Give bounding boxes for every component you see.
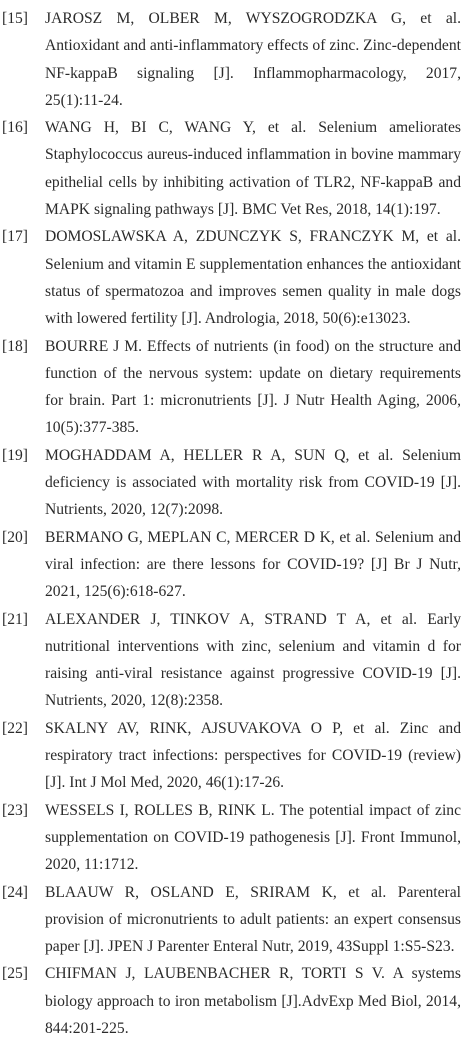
reference-entry-20 [2, 524, 461, 606]
reference-text: SKALNY AV, RINK, AJSUVAKOVA O P, et al. Zinc and respiratory tract infections: perspectives for COVID-19 (review) [J]. Int J Mol Med, 2020, 46(1):17-26. [45, 719, 461, 792]
reference-number: [18] [2, 337, 28, 355]
reference-number: [20] [2, 528, 28, 546]
reference-number: [24] [2, 883, 28, 901]
reference-entry-21 [2, 606, 461, 715]
reference-text: DOMOSLAWSKA A, ZDUNCZYK S, FRANCZYK M, et al. Selenium and vitamin E supplementation enhances the antioxidant status of spermatozoa and improves semen quality in male dogs with lowered fertility [J]. Andrologia, 2018, 50(6):e13023. [45, 228, 461, 328]
reference-entry-19 [2, 442, 461, 524]
reference-text: BERMANO G, MEPLAN C, MERCER D K, et al. Selenium and viral infection: are there lessons for COVID-19? [J] Br J Nutr, 2021, 125(6):618-627. [45, 528, 461, 601]
reference-number: [23] [2, 801, 28, 819]
reference-number: [25] [2, 965, 28, 983]
reference-number: [17] [2, 228, 28, 246]
reference-entry-16 [2, 114, 461, 223]
reference-entry-18 [2, 333, 461, 442]
reference-entry-23 [2, 797, 461, 879]
reference-number: [15] [2, 10, 28, 27]
reference-text: BLAAUW R, OSLAND E, SRIRAM K, et al. Parenteral provision of micronutrients to adult patients: an expert consensus paper [J]. JPEN J Parenter Enteral Nutr, 2019, 43Suppl 1:S5-S23. [45, 883, 461, 956]
reference-text: WESSELS I, ROLLES B, RINK L. The potential impact of zinc supplementation on COVID-19 pathogenesis [J]. Front Immunol, 2020, 11:1712. [45, 801, 461, 874]
reference-text: MOGHADDAM A, HELLER R A, SUN Q, et al. Selenium deficiency is associated with mortality risk from COVID-19 [J]. Nutrients, 2020, 12(7):2098. [45, 446, 461, 519]
reference-number: [16] [2, 119, 28, 137]
reference-entry-15 [2, 5, 461, 114]
reference-text: CHIFMAN J, LAUBENBACHER R, TORTI S V. A systems biology approach to iron metabolism [J].AdvExp Med Biol, 2014, 844:201-225. [45, 965, 461, 1037]
reference-entry-17 [2, 223, 461, 332]
reference-entry-24 [2, 879, 461, 961]
reference-text: BOURRE J M. Effects of nutrients (in food) on the structure and function of the nervous system: update on dietary requirements for brain. Part 1: micronutrients [J]. J Nutr Health Aging, 2006, 10(5):377-385. [45, 337, 461, 437]
reference-number: [19] [2, 446, 28, 464]
reference-number: [22] [2, 719, 28, 737]
reference-number: [21] [2, 610, 28, 628]
reference-entry-25 [2, 960, 461, 1042]
reference-text: WANG H, BI C, WANG Y, et al. Selenium ameliorates Staphylococcus aureus-induced inflammation in bovine mammary epithelial cells by inhibiting activation of TLR2, NF-kappaB and MAPK signaling pathways [J]. BMC Vet Res, 2018, 14(1):197. [45, 119, 461, 219]
reference-entry-22 [2, 715, 461, 797]
reference-text: JAROSZ M, OLBER M, WYSZOGRODZKA G, et al. Antioxidant and anti-inflammatory effects of zinc. Zinc-dependent NF-kappaB signaling [J]. Inflammopharmacology, 2017, 25(1):11-24. [45, 10, 461, 109]
reference-text: ALEXANDER J, TINKOV A, STRAND T A, et al. Early nutritional interventions with zinc, selenium and vitamin d for raising anti-viral resistance against progressive COVID-19 [J]. Nutrients, 2020, 12(8):2358. [45, 610, 461, 710]
